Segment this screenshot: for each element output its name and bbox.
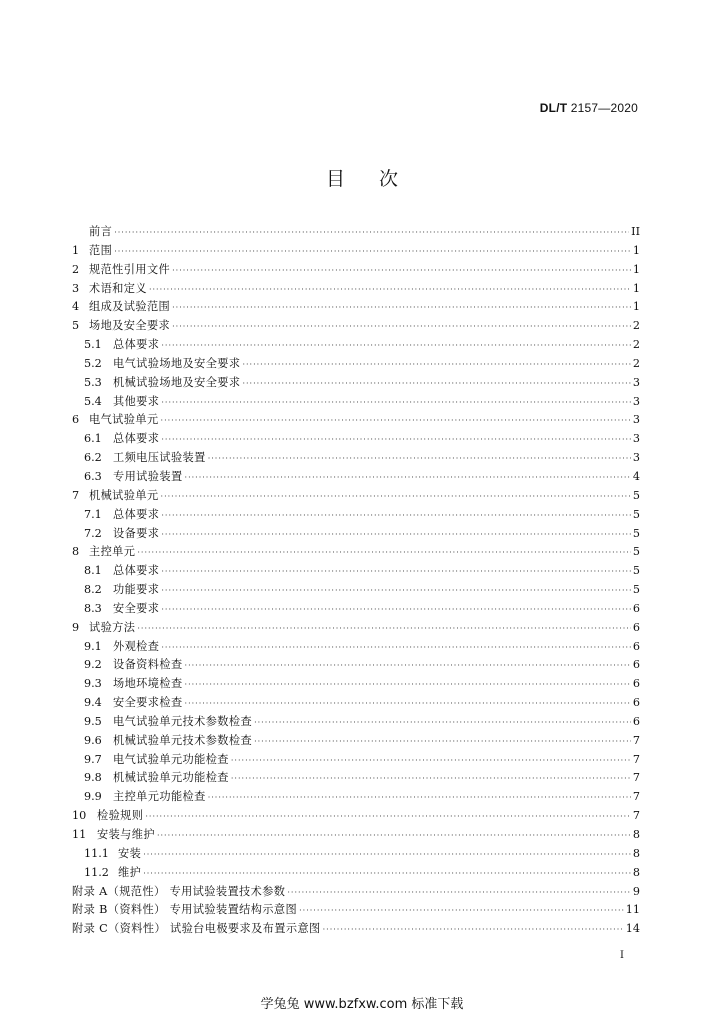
toc-entry-label: 设备要求 xyxy=(113,526,160,540)
dot-leader xyxy=(323,921,624,940)
toc-entry[interactable] xyxy=(72,619,640,638)
toc-entry-page: 3 xyxy=(632,394,640,408)
toc-entry-number: 6.1 xyxy=(84,432,102,446)
toc-entry-label: 工频电压试验装置 xyxy=(113,451,206,465)
toc-entry[interactable] xyxy=(72,694,640,713)
toc-entry-page: 1 xyxy=(632,243,640,257)
toc-entry-page: 6 xyxy=(632,658,640,672)
dot-leader xyxy=(254,733,631,752)
toc-entry-label: 设备资料检查 xyxy=(113,658,183,672)
standard-code: DL/T 2157—2020 xyxy=(539,101,638,115)
toc-entry-number: 3 xyxy=(72,281,80,295)
toc-entry-number: 2 xyxy=(72,262,80,276)
toc-entry-label: 机械试验单元功能检查 xyxy=(113,771,229,785)
toc-entry-label: 电气试验单元功能检查 xyxy=(113,752,229,766)
toc-entry-number: 9.5 xyxy=(84,714,102,728)
dot-leader xyxy=(299,902,624,921)
toc-entry-number: 9.7 xyxy=(84,752,102,766)
toc-entry-label: 主控单元 xyxy=(89,545,136,559)
toc-entry[interactable] xyxy=(72,336,640,355)
toc-entry-page: 11 xyxy=(625,903,640,917)
dot-leader xyxy=(114,224,629,243)
dot-leader xyxy=(231,752,631,771)
toc-entry[interactable] xyxy=(72,713,640,732)
dot-leader xyxy=(161,488,631,507)
toc-entry[interactable] xyxy=(72,883,640,902)
dot-leader xyxy=(172,318,631,337)
toc-entry[interactable] xyxy=(72,901,640,920)
toc-entry[interactable] xyxy=(72,298,640,317)
toc-entry[interactable] xyxy=(72,600,640,619)
dot-leader xyxy=(161,526,631,545)
toc-entry-number: 5 xyxy=(72,319,80,333)
toc-entry-label: 组成及试验范围 xyxy=(89,300,171,314)
page-number: I xyxy=(620,950,624,961)
dot-leader xyxy=(114,243,631,262)
toc-entry-number: 9 xyxy=(72,620,80,634)
toc-entry-page: 3 xyxy=(632,432,640,446)
toc-entry-label: 附录 B（资料性） 专用试验装置结构示意图 xyxy=(72,903,298,917)
toc-entry-page: 5 xyxy=(632,526,640,540)
toc-entry[interactable] xyxy=(72,506,640,525)
toc-entry-label: 机械试验单元 xyxy=(89,488,159,502)
toc-entry[interactable] xyxy=(72,525,640,544)
dot-leader xyxy=(161,601,631,620)
toc-entry-label: 安装与维护 xyxy=(97,828,155,841)
toc-entry-label: 总体要求 xyxy=(113,432,160,446)
toc-entry-number: 11 xyxy=(72,828,87,841)
toc-entry[interactable] xyxy=(72,317,640,336)
toc-entry-label: 范围 xyxy=(89,243,113,257)
toc-entry[interactable] xyxy=(72,411,640,430)
toc-entry-number: 5.4 xyxy=(84,394,102,408)
toc-entry[interactable] xyxy=(72,280,640,299)
toc-entry-page: 8 xyxy=(632,846,640,860)
toc-entry[interactable] xyxy=(72,468,640,487)
toc-entry-page: 8 xyxy=(632,865,640,879)
toc-entry[interactable] xyxy=(72,920,640,939)
toc-entry-label: 前言 xyxy=(89,225,113,238)
toc-entry[interactable] xyxy=(72,638,640,657)
toc-entry-label: 维护 xyxy=(118,865,142,879)
toc-entry-number: 9.9 xyxy=(84,790,102,804)
toc-entry-page: 7 xyxy=(632,790,640,804)
dot-leader xyxy=(161,563,631,582)
toc-entry[interactable] xyxy=(72,769,640,788)
toc-entry-page: 1 xyxy=(632,300,640,314)
dot-leader xyxy=(185,676,631,695)
dot-leader xyxy=(161,582,631,601)
dot-leader xyxy=(185,657,631,676)
toc-entry-number: 9.3 xyxy=(84,677,102,691)
toc-entry-page: 5 xyxy=(632,583,640,597)
toc-entry-page: 7 xyxy=(632,771,640,785)
toc-entry-page: 1 xyxy=(632,262,640,276)
toc-entry-page: 2 xyxy=(632,338,640,352)
toc-entry[interactable] xyxy=(72,487,640,506)
toc-entry[interactable] xyxy=(72,393,640,412)
toc-entry-label: 其他要求 xyxy=(113,394,160,408)
toc-entry-page: 6 xyxy=(632,639,640,653)
toc-entry-number: 9.8 xyxy=(84,771,102,785)
dot-leader xyxy=(161,337,631,356)
toc-entry[interactable] xyxy=(72,751,640,770)
dot-leader xyxy=(137,620,631,639)
toc-entry-page: 2 xyxy=(632,319,640,333)
footer-watermark: 学兔兔 www.bzfxw.com 标准下载 xyxy=(260,997,464,1012)
toc-entry-page: 7 xyxy=(632,733,640,747)
toc-entry[interactable] xyxy=(72,562,640,581)
toc-entry-number: 5.2 xyxy=(84,356,102,370)
toc-entry-label: 机械试验场地及安全要求 xyxy=(113,375,241,389)
toc-entry-number: 11.2 xyxy=(84,865,109,879)
dot-leader xyxy=(145,808,631,827)
toc-entry-number: 1 xyxy=(72,243,80,257)
dot-leader xyxy=(287,884,630,903)
dot-leader xyxy=(149,281,631,300)
toc-entry[interactable] xyxy=(72,864,640,883)
toc-entry[interactable] xyxy=(72,355,640,374)
toc-entry[interactable] xyxy=(72,430,640,449)
toc-entry-number: 9.1 xyxy=(84,639,102,653)
toc-entry-page: 6 xyxy=(632,714,640,728)
toc-entry-number: 5.3 xyxy=(84,375,102,389)
dot-leader xyxy=(161,507,631,526)
toc-entry-number: 9.6 xyxy=(84,733,102,747)
toc-entry-number: 7.2 xyxy=(84,526,102,540)
toc-entry-label: 附录 A（规范性） 专用试验装置技术参数 xyxy=(72,884,286,898)
toc-entry[interactable] xyxy=(72,675,640,694)
toc-entry-page: 7 xyxy=(632,752,640,766)
toc-entry-label: 场地环境检查 xyxy=(113,677,183,691)
toc-entry-page: 5 xyxy=(632,488,640,502)
toc-entry-number: 9.2 xyxy=(84,658,102,672)
toc-entry-label: 安全要求 xyxy=(113,601,160,615)
toc-entry-page: 14 xyxy=(625,922,640,936)
toc-entry-page: 3 xyxy=(632,413,640,427)
toc-entry-label: 安装 xyxy=(118,846,142,860)
toc-entry-label: 试验方法 xyxy=(89,620,136,634)
toc-entry-label: 检验规则 xyxy=(97,809,144,823)
toc-entry[interactable] xyxy=(72,788,640,807)
toc-entry-page: 8 xyxy=(632,828,640,841)
toc-entry[interactable] xyxy=(72,845,640,864)
toc-entry-number: 6.3 xyxy=(84,469,102,483)
toc-entry-page: 6 xyxy=(632,696,640,710)
toc-entry-label: 附录 C（资料性） 试验台电极要求及布置示意图 xyxy=(72,922,321,936)
toc-entry-label: 术语和定义 xyxy=(89,281,147,295)
toc-entry-page: 6 xyxy=(632,620,640,634)
toc-entry[interactable] xyxy=(72,732,640,751)
page-title: 目次 xyxy=(325,168,432,190)
toc-entry-label: 电气试验场地及安全要求 xyxy=(113,356,241,370)
toc-entry-number: 5.1 xyxy=(84,338,102,352)
toc-entry-page: 7 xyxy=(632,809,640,823)
dot-leader xyxy=(161,639,631,658)
dot-leader xyxy=(208,450,631,469)
toc-entry-number: 11.1 xyxy=(84,846,109,860)
toc-entry-label: 总体要求 xyxy=(113,564,160,578)
toc-entry-number: 6 xyxy=(72,413,80,427)
dot-leader xyxy=(231,770,631,789)
toc-entry-label: 总体要求 xyxy=(113,507,160,521)
toc-entry-label: 规范性引用文件 xyxy=(89,262,171,276)
toc-entry-page: 5 xyxy=(632,564,640,578)
toc-entry-label: 功能要求 xyxy=(113,583,160,597)
toc-entry-number: 10 xyxy=(72,809,87,823)
toc-entry-page: 2 xyxy=(632,356,640,370)
toc-entry[interactable] xyxy=(72,374,640,393)
toc-entry-number: 4 xyxy=(72,300,80,314)
toc-entry[interactable] xyxy=(72,449,640,468)
dot-leader xyxy=(185,695,631,714)
dot-leader xyxy=(185,469,631,488)
dot-leader xyxy=(242,375,630,394)
dot-leader xyxy=(161,412,631,431)
table-of-contents xyxy=(72,223,640,939)
toc-entry-label: 外观检查 xyxy=(113,639,160,653)
toc-entry-label: 安全要求检查 xyxy=(113,696,183,710)
dot-leader xyxy=(172,262,631,281)
toc-entry-label: 机械试验单元技术参数检查 xyxy=(113,733,253,747)
dot-leader xyxy=(242,356,630,375)
toc-entry[interactable] xyxy=(72,543,640,562)
toc-entry[interactable] xyxy=(72,261,640,280)
toc-entry-number: 7 xyxy=(72,488,80,502)
dot-leader xyxy=(157,827,631,846)
toc-entry-number: 8 xyxy=(72,545,80,559)
dot-leader xyxy=(172,299,631,318)
toc-entry-number: 8.2 xyxy=(84,583,102,597)
toc-entry[interactable] xyxy=(72,807,640,826)
toc-entry-page: 6 xyxy=(632,601,640,615)
toc-entry-number: 9.4 xyxy=(84,696,102,710)
toc-entry-page: 4 xyxy=(632,469,640,483)
toc-entry-label: 主控单元功能检查 xyxy=(113,790,206,804)
toc-entry-label: 电气试验单元 xyxy=(89,413,159,427)
toc-entry-page: 6 xyxy=(632,677,640,691)
dot-leader xyxy=(254,714,631,733)
dot-leader xyxy=(137,544,631,563)
toc-entry-number: 8.1 xyxy=(84,564,102,578)
dot-leader xyxy=(143,865,631,884)
toc-entry-page: 3 xyxy=(632,451,640,465)
dot-leader xyxy=(208,789,631,808)
toc-entry[interactable] xyxy=(72,242,640,261)
toc-entry-page: 5 xyxy=(632,507,640,521)
toc-entry-label: 专用试验装置 xyxy=(113,469,183,483)
toc-entry[interactable] xyxy=(72,581,640,600)
toc-entry-page: II xyxy=(631,225,640,238)
toc-entry-number: 7.1 xyxy=(84,507,102,521)
toc-entry-page: 3 xyxy=(632,375,640,389)
toc-entry[interactable] xyxy=(72,826,640,845)
toc-entry-label: 电气试验单元技术参数检查 xyxy=(113,714,253,728)
toc-entry-label: 场地及安全要求 xyxy=(89,319,171,333)
dot-leader xyxy=(161,431,631,450)
toc-entry-number: 6.2 xyxy=(84,451,102,465)
dot-leader xyxy=(161,394,631,413)
toc-entry-page: 9 xyxy=(632,884,640,898)
dot-leader xyxy=(143,846,631,865)
toc-entry[interactable] xyxy=(72,656,640,675)
toc-entry[interactable] xyxy=(72,223,640,242)
toc-entry-number: 8.3 xyxy=(84,601,102,615)
toc-entry-label: 总体要求 xyxy=(113,338,160,352)
toc-entry-page: 1 xyxy=(632,281,640,295)
toc-entry-page: 5 xyxy=(632,545,640,559)
